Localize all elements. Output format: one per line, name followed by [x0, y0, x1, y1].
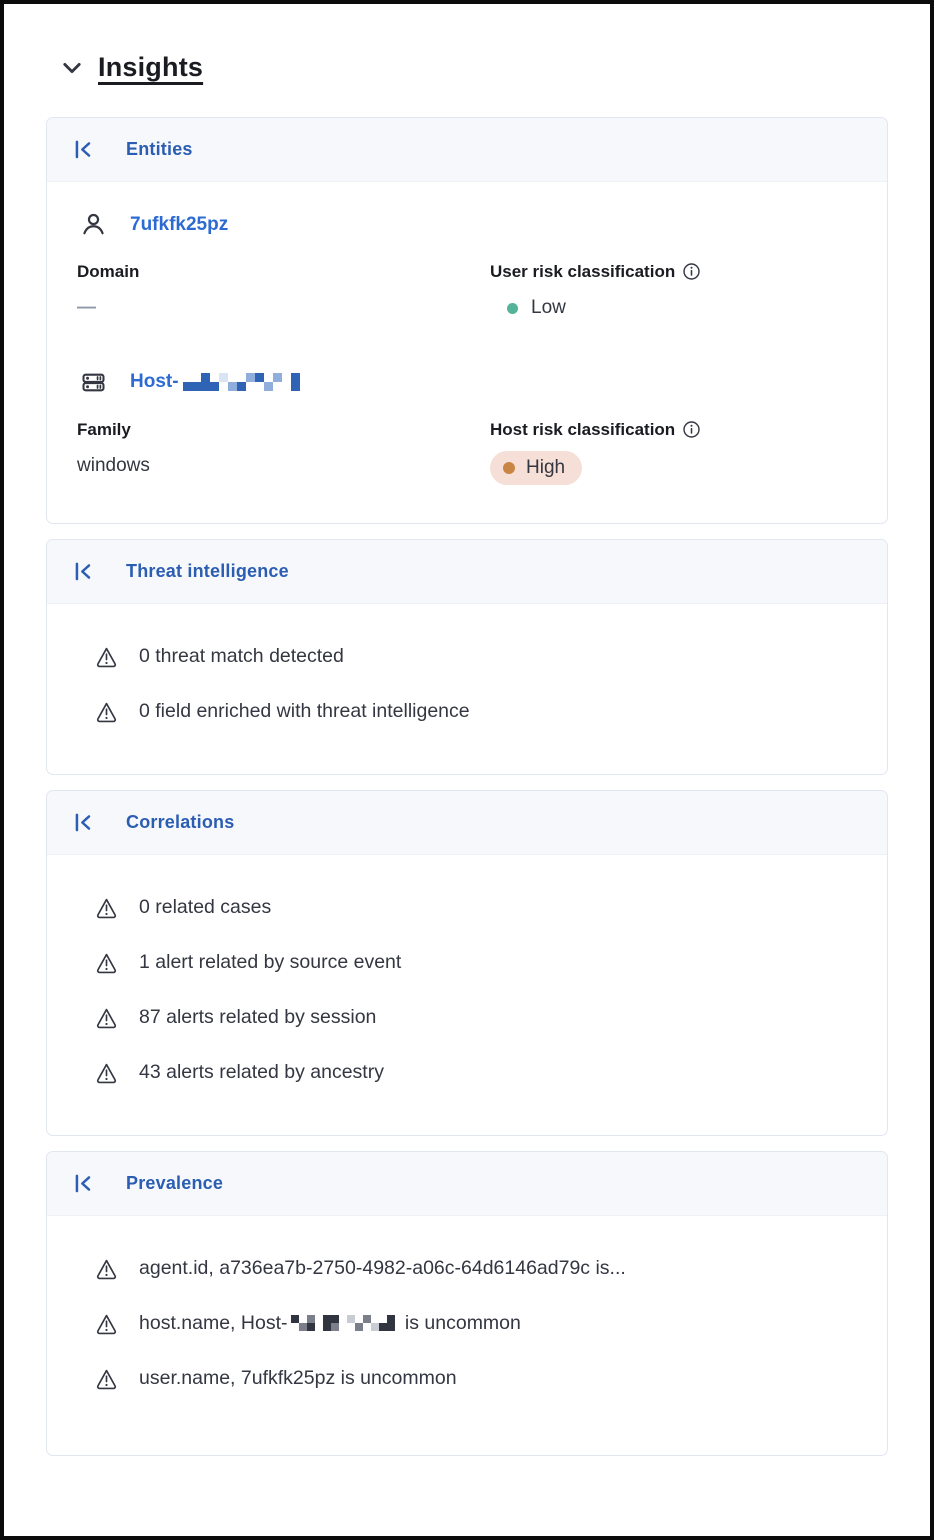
list-item-text: 0 field enriched with threat intelligence	[139, 699, 470, 722]
prevalence-body	[47, 1216, 887, 1455]
info-icon[interactable]	[682, 262, 701, 281]
prevalence-panel-header[interactable]	[47, 1152, 887, 1216]
host-risk-field	[490, 420, 857, 485]
list-item-text: 0 threat match detected	[139, 644, 344, 667]
domain-field-value: —	[77, 297, 95, 318]
threat-intelligence-panel-header[interactable]	[47, 540, 887, 604]
user-entity-name-link[interactable]: 7ufkfk25pz	[130, 213, 229, 235]
user-entity-section	[77, 212, 857, 320]
warning-triangle-icon	[93, 1311, 120, 1336]
prevalence-host-prefix: host.name, Host-	[139, 1311, 288, 1334]
chevron-down-icon[interactable]	[60, 56, 84, 80]
entities-panel-header[interactable]	[47, 118, 887, 182]
host-risk-badge	[490, 451, 582, 485]
list-item-text: 87 alerts related by session	[139, 1005, 377, 1028]
list-item	[77, 1311, 857, 1336]
family-field-label: Family	[77, 419, 131, 439]
family-field-value: windows	[77, 454, 150, 476]
list-item	[77, 699, 857, 724]
user-risk-health	[490, 297, 566, 319]
user-risk-label: User risk classification	[490, 262, 676, 281]
prevalence-host-suffix: is uncommon	[404, 1311, 521, 1334]
arrow-start-icon	[73, 139, 94, 160]
list-item	[77, 1256, 857, 1281]
arrow-start-icon	[73, 812, 94, 833]
info-icon[interactable]	[682, 420, 701, 439]
warning-triangle-icon	[93, 1256, 120, 1281]
host-risk-value: High	[526, 456, 566, 478]
prevalence-panel-title: Prevalence	[126, 1172, 224, 1193]
arrow-start-icon	[73, 561, 94, 582]
redacted-host-name	[183, 373, 300, 391]
list-item	[77, 950, 857, 975]
insights-page	[4, 4, 930, 1456]
host-risk-label: Host risk classification	[490, 419, 676, 439]
list-item-text: 43 alerts related by ancestry	[139, 1060, 384, 1083]
user-risk-value: Low	[531, 297, 566, 318]
risk-high-dot-icon	[503, 462, 515, 474]
domain-field-label: Domain	[77, 262, 140, 281]
list-item	[77, 644, 857, 669]
correlations-panel-title: Correlations	[126, 811, 235, 832]
warning-triangle-icon	[93, 699, 120, 724]
threat-intelligence-panel	[46, 539, 888, 775]
entities-panel-title: Entities	[126, 139, 193, 159]
correlations-body	[47, 855, 887, 1135]
list-item	[77, 1060, 857, 1085]
list-item	[77, 1005, 857, 1030]
list-item-text	[139, 1312, 521, 1335]
host-entity-name-link[interactable]	[130, 371, 304, 393]
threat-intelligence-body	[47, 604, 887, 774]
list-item-text: user.name, 7ufkfk25pz is uncommon	[139, 1366, 457, 1389]
insights-title[interactable]: Insights	[98, 52, 204, 82]
warning-triangle-icon	[93, 1060, 120, 1085]
list-item-text: agent.id, a736ea7b-2750-4982-a06c-64d6146ad79c is...	[139, 1256, 626, 1279]
storage-icon	[81, 370, 106, 395]
user-risk-field	[490, 262, 857, 320]
warning-triangle-icon	[93, 1366, 120, 1391]
entities-panel	[46, 117, 888, 524]
host-entity-section	[77, 370, 857, 485]
threat-intelligence-panel-title: Threat intelligence	[126, 560, 289, 581]
prevalence-panel	[46, 1151, 888, 1456]
risk-low-dot-icon	[507, 303, 518, 314]
warning-triangle-icon	[93, 895, 120, 920]
insights-section-header	[60, 52, 888, 83]
entities-panel-body	[47, 182, 887, 523]
host-name-prefix: Host-	[130, 371, 179, 392]
list-item-text: 1 alert related by source event	[139, 950, 402, 973]
list-item-text: 0 related cases	[139, 895, 272, 918]
list-item	[77, 1366, 857, 1391]
warning-triangle-icon	[93, 644, 120, 669]
family-field	[77, 420, 490, 485]
arrow-start-icon	[73, 1173, 94, 1194]
list-item	[77, 895, 857, 920]
user-icon	[81, 212, 106, 237]
redacted-host-name	[291, 1315, 395, 1331]
correlations-panel-header[interactable]	[47, 791, 887, 855]
warning-triangle-icon	[93, 1005, 120, 1030]
warning-triangle-icon	[93, 950, 120, 975]
correlations-panel	[46, 790, 888, 1136]
domain-field	[77, 262, 490, 320]
